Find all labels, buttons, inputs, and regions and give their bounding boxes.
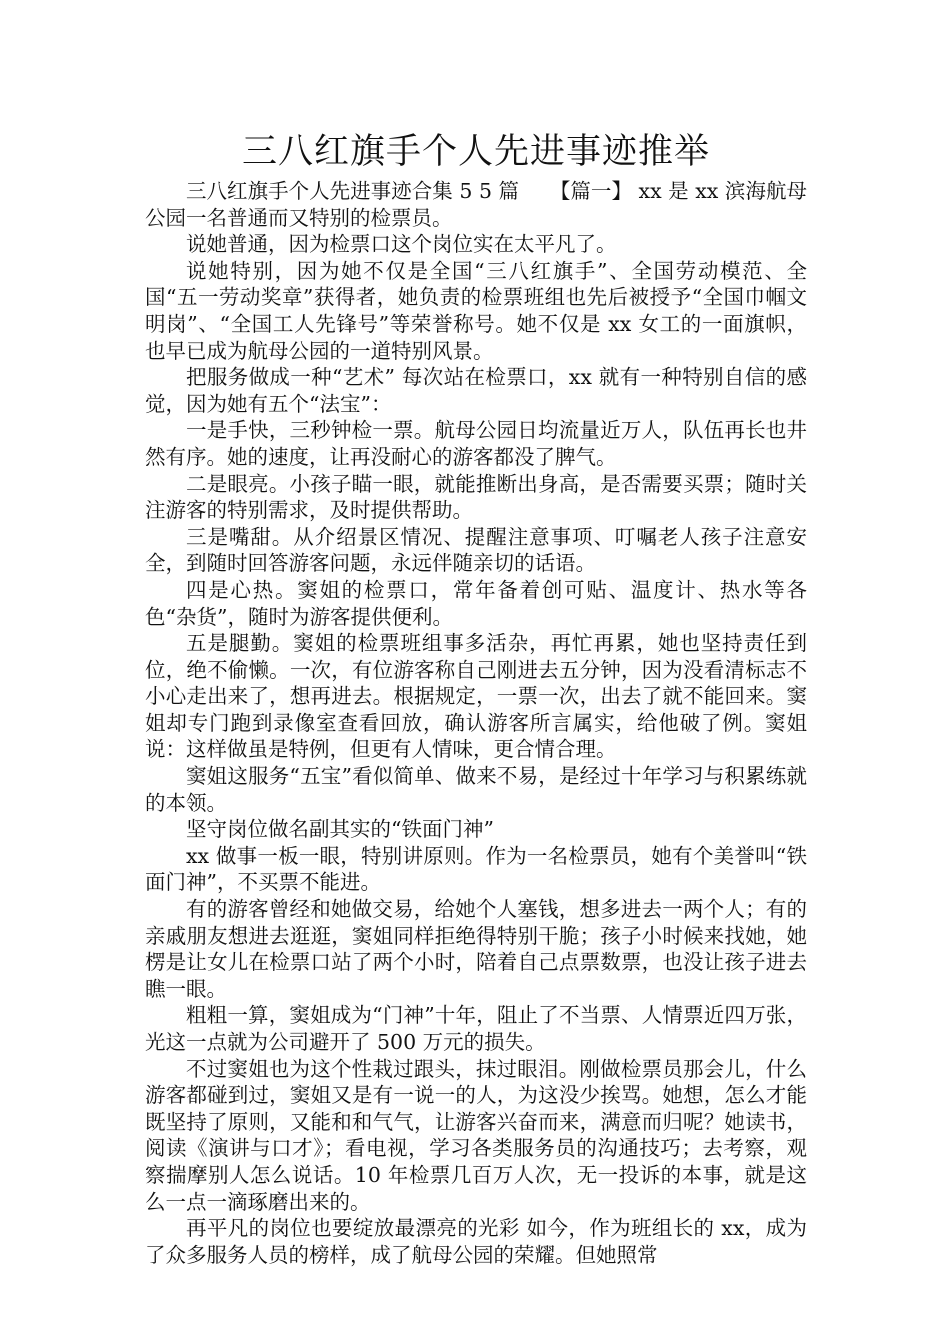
paragraph: xx 做事一板一眼，特别讲原则。作为一名检票员，她有个美誉叫“铁面门神”，不买票不能进。 (145, 843, 807, 895)
paragraph: 二是眼亮。小孩子瞄一眼，就能推断出身高，是否需要买票；随时关注游客的特别需求，及时提供帮助。 (145, 471, 807, 523)
paragraph: 粗粗一算，窦姐成为“门神”十年，阻止了不当票、人情票近四万张，光这一点就为公司避开了 500 万元的损失。 (145, 1003, 807, 1054)
section-heading: 坚守岗位做名副其实的“铁面门神” (186, 817, 494, 842)
paragraph: 一是手快，三秒钟检一票。航母公园日均流量近万人，队伍再长也井然有序。她的速度，让再没耐心的游客都没了脾气。 (145, 418, 807, 469)
paragraph: 有的游客曾经和她做交易，给她个人塞钱，想多进去一两个人；有的亲戚朋友想进去逛逛，窦姐同样拒绝得特别干脆；孩子小时候来找她，她楞是让女儿在检票口站了两个小时，陪着自己点票数票，也没让孩子进去瞧一眼。 (145, 897, 807, 1001)
paragraph: 三是嘴甜。从介绍景区情况、提醒注意事项、叮嘱老人孩子注意安全，到随时回答游客问题，永远伴随亲切的话语。 (145, 524, 807, 576)
paragraph: 窦姐这服务“五宝”看似简单、做来不易，是经过十年学习与积累练就的本领。 (145, 764, 807, 815)
document-page (145, 128, 807, 1268)
document-title: 三八红旗手个人先进事迹推举 (241, 132, 710, 172)
paragraph: 说她普通，因为检票口这个岗位实在太平凡了。 (186, 232, 617, 257)
paragraph-intro: 三八红旗手个人先进事迹合集 5 5 篇 【篇一】 xx 是 xx 滨海航母公园一名普通而又特别的检票员。 (145, 179, 807, 230)
paragraph: 再平凡的岗位也要绽放最漂亮的光彩 如今，作为班组长的 xx，成为了众多服务人员的榜样，成了航母公园的荣耀。但她照常 (145, 1216, 807, 1267)
paragraph: 五是腿勤。窦姐的检票班组事多活杂，再忙再累，她也坚持责任到位，绝不偷懒。一次，有位游客称自己刚进去五分钟，因为没看清标志不小心走出来了，想再进去。根据规定，一票一次，出去了就不能回来。窦姐却专门跑到录像室查看回放，确认游客所言属实，给他破了例。窦姐说：这样做虽是特例，但更有人情味，更合情合理。 (145, 631, 807, 762)
paragraph: 说她特别，因为她不仅是全国“三八红旗手”、全国劳动模范、全国“五一劳动奖章”获得者，她负责的检票班组也先后被授予“全国巾帼文明岗”、“全国工人先锋号”等荣誉称号。她不仅是 xx 女工的一面旗帜，也早已成为航母公园的一道特别风景。 (145, 258, 807, 363)
paragraph: 不过窦姐也为这个性栽过跟头，抹过眼泪。刚做检票员那会儿，什么游客都碰到过，窦姐又是有一说一的人，为这没少挨骂。她想，怎么才能既坚持了原则，又能和和气气，让游客兴奋而来，满意而归呢？她读书，阅读《演讲与口才》；看电视，学习各类服务员的沟通技巧；去考察，观察揣摩别人怎么说话。10 年检票几百万人次，无一投诉的本事，就是这么一点一滴琢磨出来的。 (145, 1056, 807, 1214)
paragraph: 四是心热。窦姐的检票口，常年备着创可贴、温度计、热水等各色“杂货”，随时为游客提供便利。 (145, 577, 807, 629)
paragraph: 把服务做成一种“艺术” 每次站在检票口，xx 就有一种特别自信的感觉，因为她有五个“法宝”： (145, 365, 807, 416)
